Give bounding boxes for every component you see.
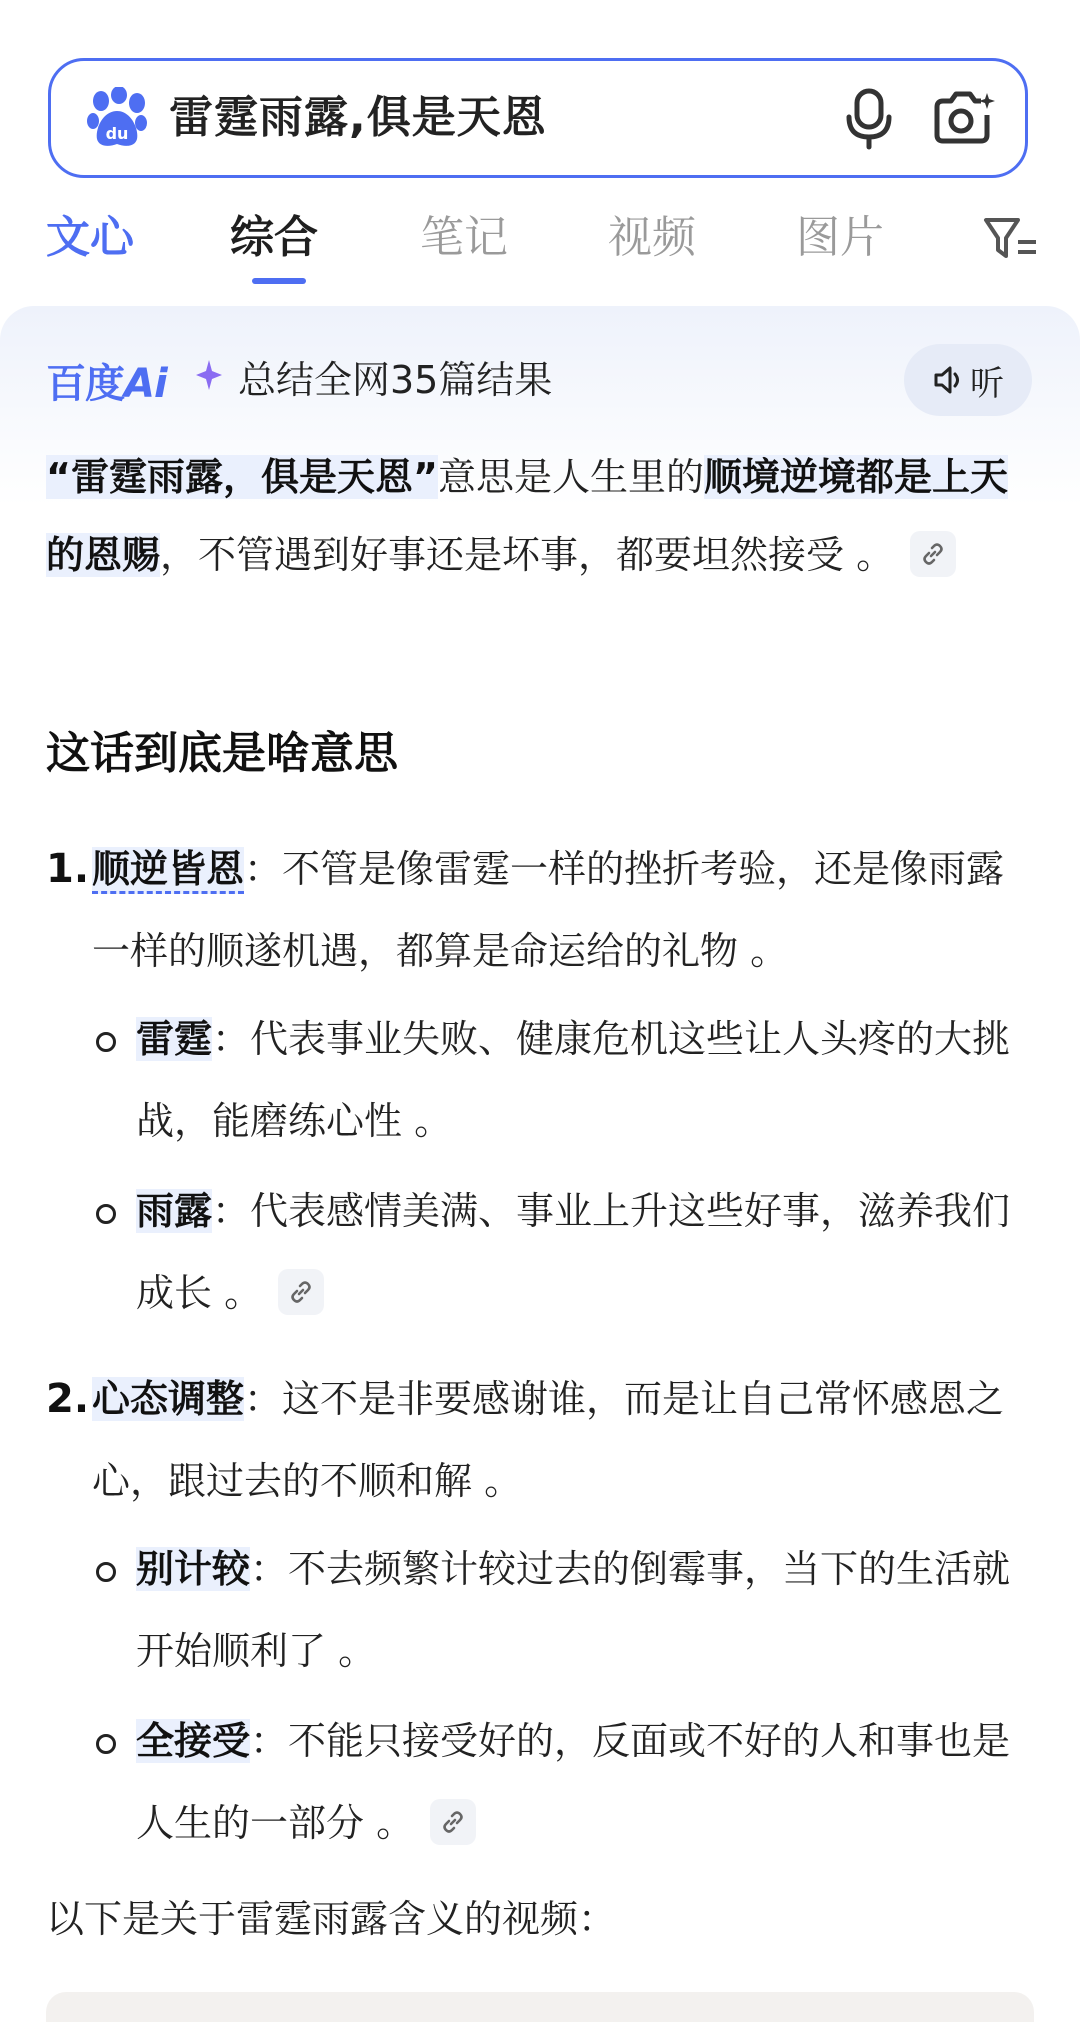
sub-item-1-1 xyxy=(136,998,1024,1162)
intro-paragraph xyxy=(46,438,1026,594)
citation-link[interactable] xyxy=(278,1269,324,1315)
video-card-top[interactable] xyxy=(46,1992,1034,2022)
link-icon xyxy=(287,1278,315,1306)
sub-item-1-1-text: ：代表事业失败、健康危机这些让人头疼的大挑战，能磨练心性 。 xyxy=(136,1017,1011,1143)
search-input[interactable]: 雷霆雨露,俱是天恩 xyxy=(169,92,547,143)
sub-item-1-2 xyxy=(136,1170,1024,1334)
sub-item-2-1-text: ：不去频繁计较过去的倒霉事，当下的生活就开始顺利了 。 xyxy=(136,1547,1011,1673)
ai-summary-label: 总结全网35篇结果 xyxy=(238,358,553,402)
list-number-1: 1. xyxy=(46,846,90,892)
list-number-2: 2. xyxy=(46,1376,90,1422)
tab-bar xyxy=(0,200,1080,290)
tab-wenxin[interactable]: 文心 xyxy=(46,212,134,263)
microphone-icon[interactable] xyxy=(841,87,897,151)
highlight-enci: 都是上天的恩赐 xyxy=(46,455,1008,577)
tab-image[interactable]: 图片 xyxy=(796,212,884,263)
filter-icon[interactable] xyxy=(982,214,1038,264)
sub-item-1-1-title: 雷霆 xyxy=(136,1017,213,1061)
link-icon xyxy=(919,540,947,568)
listen-label: 听 xyxy=(970,363,1004,404)
intro-text-2: ，不管遇到好事还是坏事，都要坦然接受 。 xyxy=(160,533,895,577)
list-item-2 xyxy=(92,1358,1022,1522)
citation-link[interactable] xyxy=(430,1799,476,1845)
bullet-icon xyxy=(96,1734,116,1754)
list-item-1 xyxy=(92,828,1022,992)
sub-item-2-1-title: 别计较 xyxy=(136,1547,251,1591)
intro-text-1: 意思是人生里的 xyxy=(437,455,704,499)
sub-item-2-2 xyxy=(136,1700,1024,1864)
highlight-shunjing: 顺境逆境 xyxy=(703,455,856,499)
tab-video[interactable]: 视频 xyxy=(608,212,696,263)
baidu-ai-brand-text: 百度 xyxy=(46,361,124,407)
baidu-ai-brand-ai: Ai xyxy=(124,361,167,407)
baidu-paw-icon xyxy=(87,87,147,149)
sub-item-1-2-title: 雨露 xyxy=(136,1189,213,1233)
sub-item-2-2-title: 全接受 xyxy=(136,1719,251,1763)
bullet-icon xyxy=(96,1032,116,1052)
bullet-icon xyxy=(96,1562,116,1582)
baidu-logo-text: du xyxy=(105,124,129,143)
section-heading: 这话到底是啥意思 xyxy=(46,728,398,779)
sub-item-2-2-text: ：不能只接受好的，反面或不好的人和事也是人生的一部分 。 xyxy=(136,1719,1011,1845)
baidu-ai-logo xyxy=(46,352,167,409)
camera-search-icon[interactable] xyxy=(931,89,995,147)
search-bar[interactable] xyxy=(48,58,1028,178)
list-item-2-title: 心态调整 xyxy=(92,1377,245,1421)
bullet-icon xyxy=(96,1204,116,1224)
sub-item-2-1 xyxy=(136,1528,1024,1692)
list-item-1-title[interactable]: 顺逆皆恩 xyxy=(92,847,244,894)
quote-highlight: “雷霆雨露，俱是天恩” xyxy=(46,455,438,499)
active-tab-indicator xyxy=(252,278,306,284)
speaker-icon xyxy=(932,364,964,396)
video-section-intro: 以下是关于雷霆雨露含义的视频： xyxy=(46,1897,617,1941)
listen-button[interactable] xyxy=(904,344,1032,416)
tab-notes[interactable]: 笔记 xyxy=(420,212,508,263)
sparkle-icon xyxy=(196,360,222,390)
sub-item-1-2-text: ：代表感情美满、事业上升这些好事，滋养我们成长 。 xyxy=(136,1189,1011,1315)
tab-all[interactable]: 综合 xyxy=(230,212,318,263)
citation-link[interactable] xyxy=(910,531,956,577)
list-item-1-text: ：不管是像雷霆一样的挫折考验，还是像雨露一样的顺遂机遇，都算是命运给的礼物 。 xyxy=(92,847,1005,973)
link-icon xyxy=(439,1808,467,1836)
list-item-2-text: ：这不是非要感谢谁，而是让自己常怀感恩之心，跟过去的不顺和解 。 xyxy=(92,1377,1005,1503)
